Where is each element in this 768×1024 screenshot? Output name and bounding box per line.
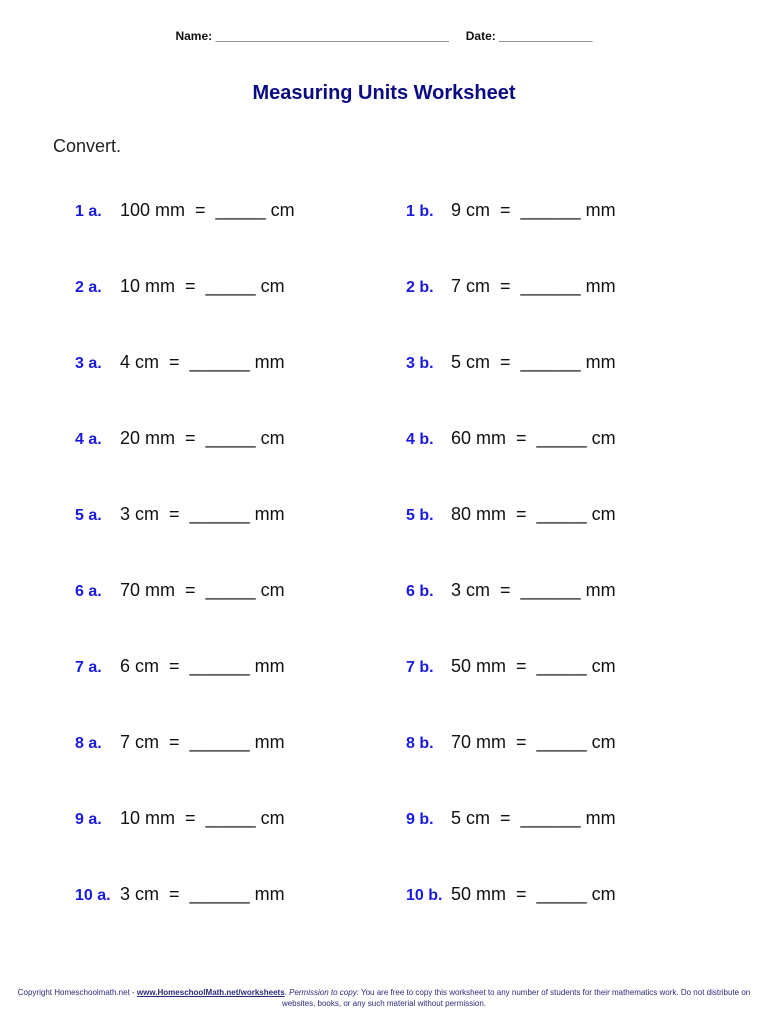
permission-text: You are free to copy this worksheet to any number of students for their mathematics work. Do not distribute on websites, books, or any such material without permission.: [281, 988, 751, 1008]
problem-5b: [406, 498, 616, 532]
worksheets-link[interactable]: www.HomeschoolMath.net/worksheets: [136, 988, 285, 997]
problem-8a: [75, 726, 285, 760]
problem-9b: [406, 802, 616, 836]
permission-label: Permission to copy:: [289, 988, 359, 997]
problem-row: [0, 498, 768, 574]
problem-number: 10 b.: [406, 887, 443, 904]
problem-text: 5 cm = ______ mm: [451, 352, 616, 372]
problem-text: 7 cm = ______ mm: [451, 276, 616, 296]
problem-text: 50 mm = _____ cm: [451, 656, 616, 676]
problem-number: 1 b.: [406, 203, 434, 220]
name-label: Name:: [175, 29, 213, 43]
problem-text: 60 mm = _____ cm: [451, 428, 616, 448]
problem-number: 9 a.: [75, 811, 102, 828]
problem-8b: [406, 726, 616, 760]
problem-3a: [75, 346, 285, 380]
problem-number: 9 b.: [406, 811, 434, 828]
problem-number: 7 a.: [75, 659, 102, 676]
worksheet-title: Measuring Units Worksheet: [252, 82, 516, 104]
problem-text: 20 mm = _____ cm: [120, 428, 285, 448]
problem-1b: [406, 194, 616, 228]
problem-10a: [75, 878, 285, 912]
problem-7b: [406, 650, 616, 684]
problem-number: 8 a.: [75, 735, 102, 752]
problem-text: 4 cm = ______ mm: [120, 352, 285, 372]
problem-7a: [75, 650, 285, 684]
problem-text: 10 mm = _____ cm: [120, 276, 285, 296]
name-blank: ___________________________________: [215, 29, 450, 43]
problem-text: 3 cm = ______ mm: [451, 580, 616, 600]
footer-separator: .: [284, 988, 290, 997]
problem-number: 10 a.: [75, 887, 111, 904]
problem-text: 5 cm = ______ mm: [451, 808, 616, 828]
problem-number: 5 b.: [406, 507, 434, 524]
problem-number: 5 a.: [75, 507, 102, 524]
problem-number: 4 a.: [75, 431, 102, 448]
problem-row: [0, 194, 768, 270]
problem-text: 70 mm = _____ cm: [451, 732, 616, 752]
problem-row: [0, 726, 768, 802]
problem-text: 6 cm = ______ mm: [120, 656, 285, 676]
problem-text: 9 cm = ______ mm: [451, 200, 616, 220]
problem-text: 80 mm = _____ cm: [451, 504, 616, 524]
instructions: Convert.: [53, 136, 122, 156]
problem-text: 50 mm = _____ cm: [451, 884, 616, 904]
problem-row: [0, 346, 768, 422]
problem-row: [0, 270, 768, 346]
problem-text: 10 mm = _____ cm: [120, 808, 285, 828]
problem-number: 4 b.: [406, 431, 434, 448]
problem-number: 2 a.: [75, 279, 102, 296]
problem-1a: [75, 194, 295, 228]
problem-6b: [406, 574, 616, 608]
problem-row: [0, 422, 768, 498]
problem-text: 3 cm = ______ mm: [120, 504, 285, 524]
problem-text: 7 cm = ______ mm: [120, 732, 285, 752]
problem-grid: [0, 194, 768, 954]
problem-number: 7 b.: [406, 659, 434, 676]
problem-row: [0, 878, 768, 954]
problem-2a: [75, 270, 285, 304]
problem-5a: [75, 498, 285, 532]
problem-text: 100 mm = _____ cm: [120, 200, 295, 220]
problem-text: 70 mm = _____ cm: [120, 580, 285, 600]
problem-9a: [75, 802, 285, 836]
problem-number: 3 b.: [406, 355, 434, 372]
problem-number: 6 b.: [406, 583, 434, 600]
date-blank: ______________: [499, 29, 593, 43]
problem-row: [0, 650, 768, 726]
date-label: Date:: [465, 29, 496, 43]
problem-2b: [406, 270, 616, 304]
problem-6a: [75, 574, 285, 608]
problem-4a: [75, 422, 285, 456]
copyright-text: Copyright Homeschoolmath.net -: [17, 988, 137, 997]
problem-number: 6 a.: [75, 583, 102, 600]
problem-number: 1 a.: [75, 203, 102, 220]
problem-row: [0, 802, 768, 878]
copyright-footer: [0, 987, 768, 1009]
name-date-header: [0, 29, 768, 43]
problem-3b: [406, 346, 616, 380]
problem-text: 3 cm = ______ mm: [120, 884, 285, 904]
problem-row: [0, 574, 768, 650]
problem-number: 8 b.: [406, 735, 434, 752]
problem-number: 3 a.: [75, 355, 102, 372]
problem-number: 2 b.: [406, 279, 434, 296]
problem-10b: [406, 878, 616, 912]
problem-4b: [406, 422, 616, 456]
